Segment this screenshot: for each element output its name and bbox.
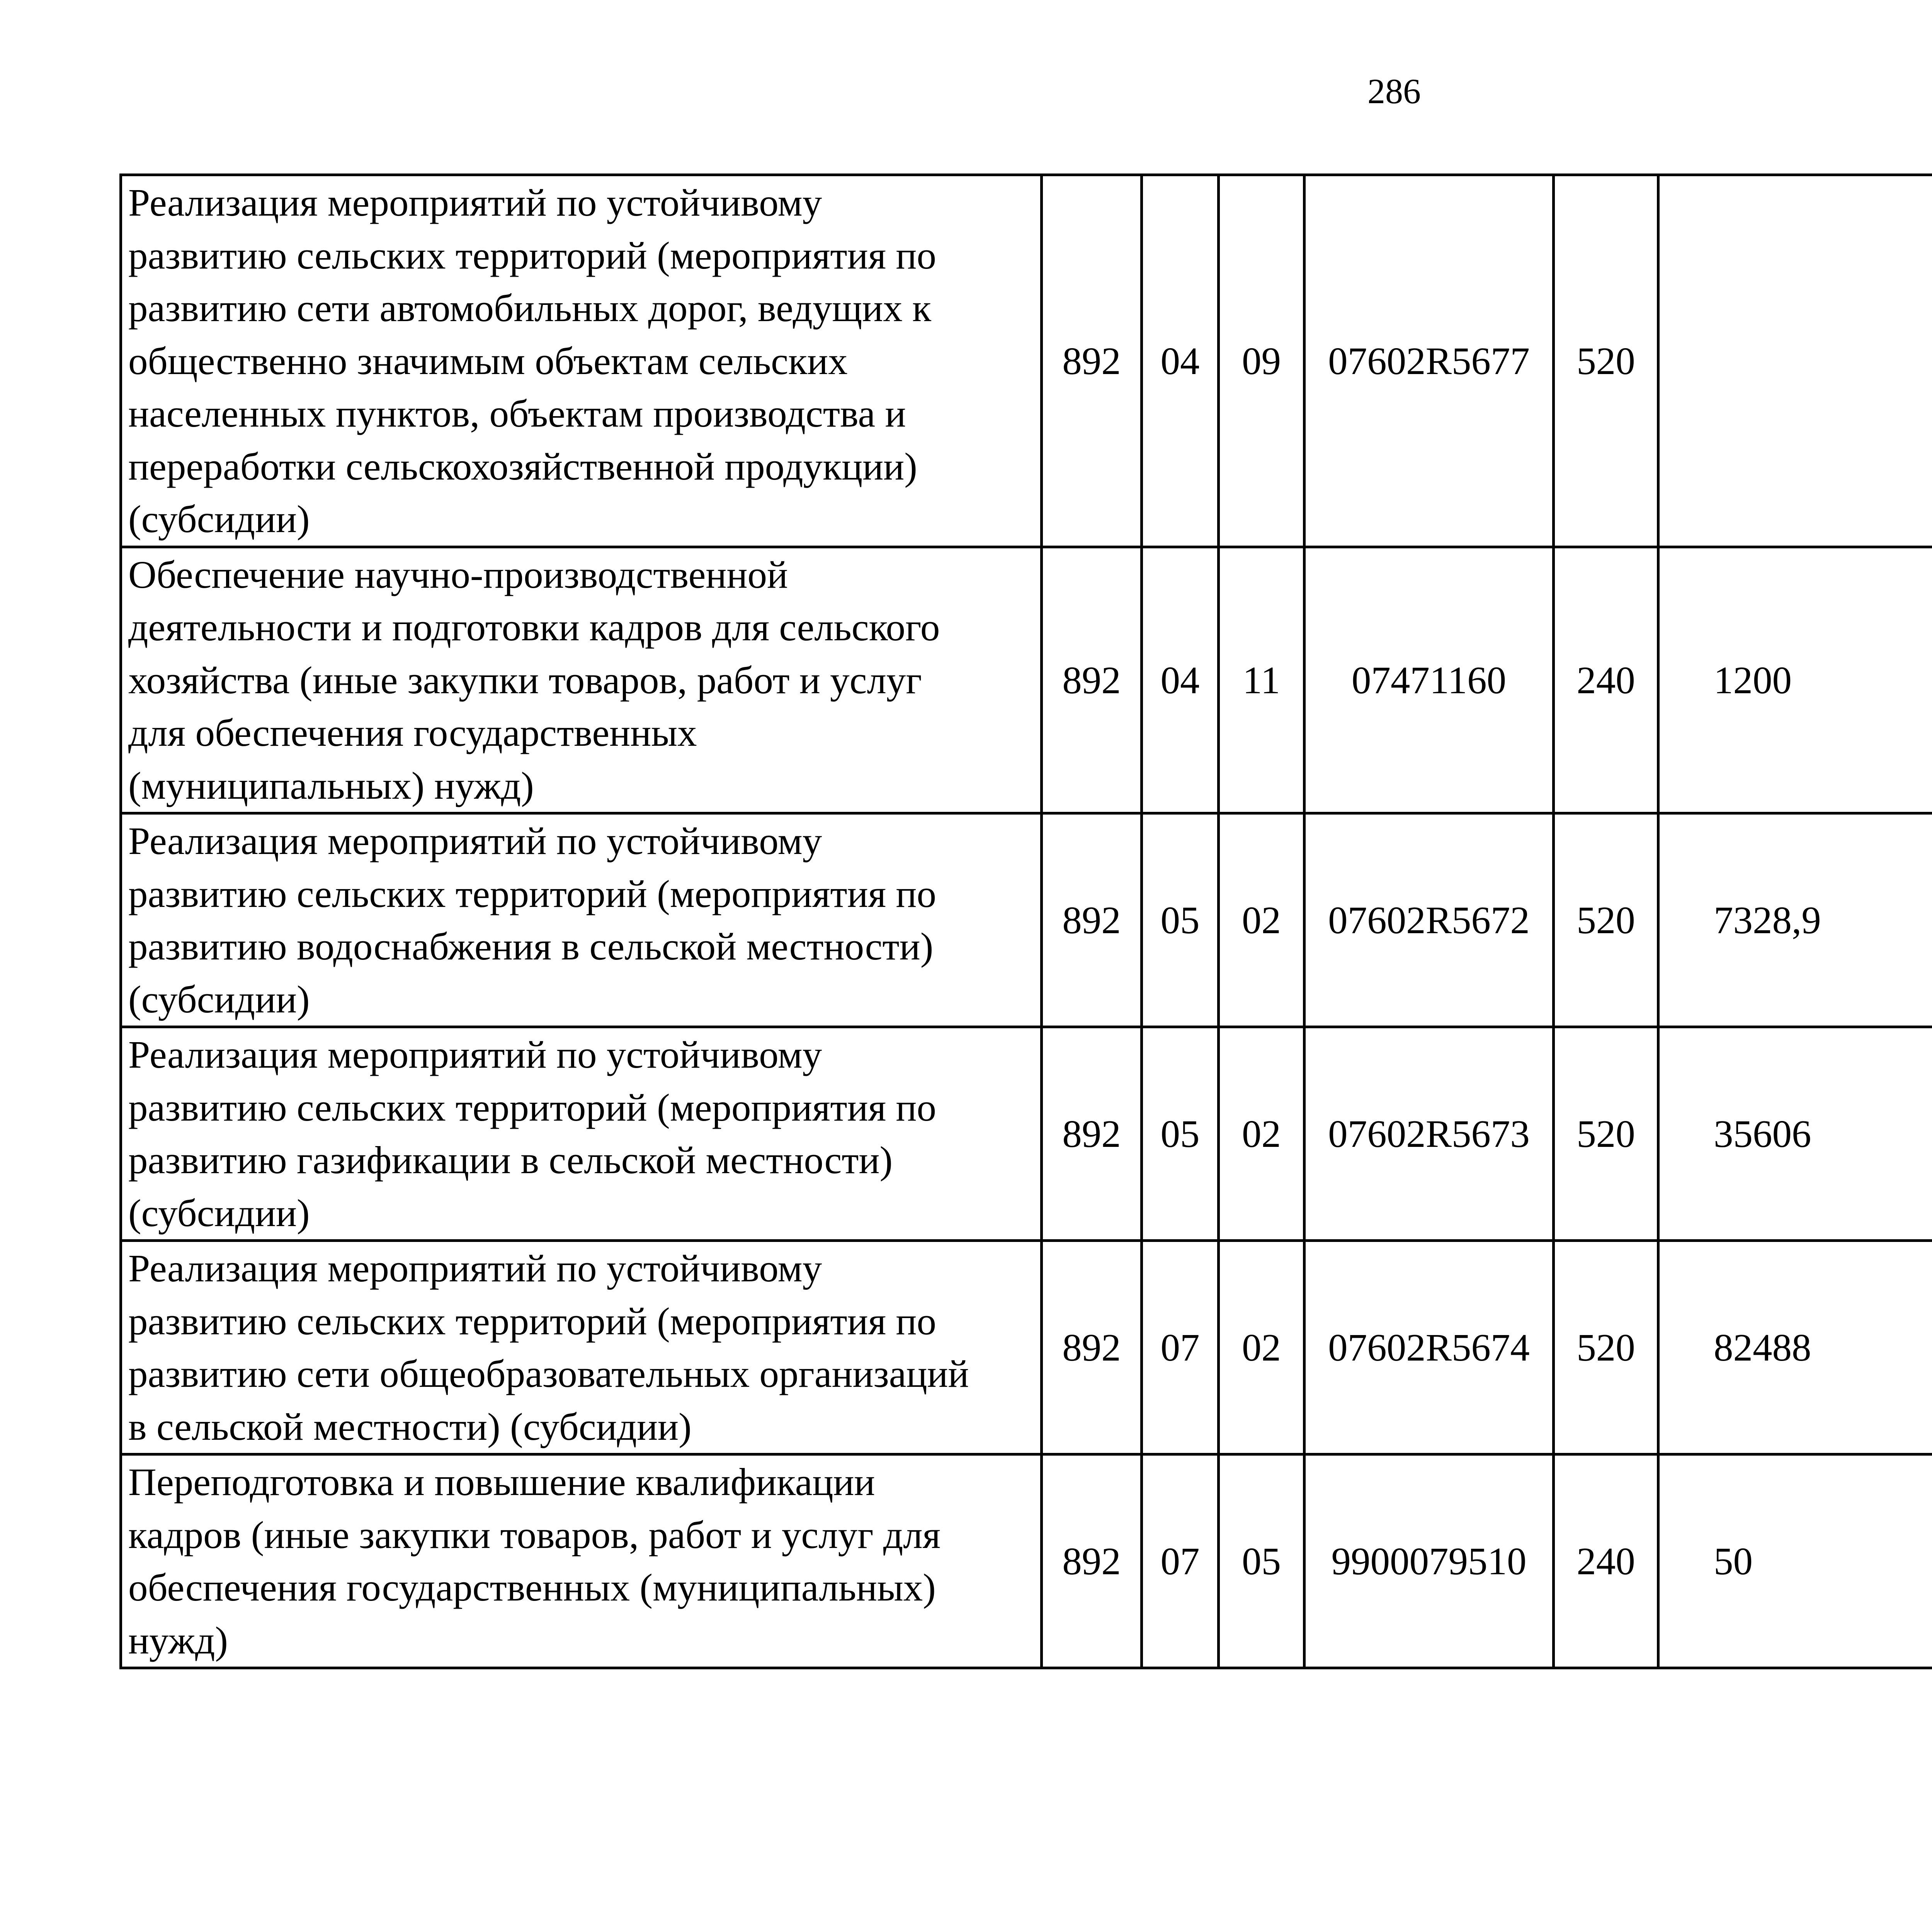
expense-description	[121, 547, 1042, 813]
description-line: Реализация мероприятий по устойчивому	[128, 181, 822, 224]
description-line: Переподготовка и повышение квалификации	[128, 1460, 875, 1504]
description-line: хозяйства (иные закупки товаров, работ и услуг	[128, 658, 922, 702]
amount-year-1	[1658, 175, 1932, 547]
table-row	[121, 547, 1932, 813]
subsection-code: 02	[1219, 1027, 1304, 1241]
description-line: Реализация мероприятий по устойчивому	[128, 819, 822, 862]
target-article-code: 07471160	[1304, 547, 1554, 813]
target-article-code: 9900079510	[1304, 1454, 1554, 1668]
section-code: 05	[1142, 813, 1219, 1027]
description-line: развитию газификации в сельской местности)	[128, 1138, 893, 1182]
description-line: развитию сельских территорий (мероприятия по	[128, 233, 936, 277]
description-line: кадров (иные закупки товаров, работ и услуг для	[128, 1513, 941, 1556]
target-article-code: 07602R5674	[1304, 1241, 1554, 1454]
expense-description	[121, 1027, 1042, 1241]
subsection-code: 05	[1219, 1454, 1304, 1668]
description-line: в сельской местности) (субсидии)	[128, 1405, 692, 1448]
description-line: обеспечения государственных (муниципальных)	[128, 1566, 936, 1609]
description-line: развитию сети общеобразовательных организаций	[128, 1352, 969, 1395]
target-article-code: 07602R5673	[1304, 1027, 1554, 1241]
expense-type-code: 240	[1554, 547, 1658, 813]
amount-year-1: 7328,9	[1658, 813, 1932, 1027]
description-line: переработки сельскохозяйственной продукции)	[128, 444, 917, 488]
description-line: для обеспечения государственных	[128, 711, 697, 754]
subsection-code: 02	[1219, 1241, 1304, 1454]
subsection-code: 02	[1219, 813, 1304, 1027]
description-line: развитию сельских территорий (мероприятия по	[128, 1299, 936, 1343]
description-line: Реализация мероприятий по устойчивому	[128, 1033, 822, 1076]
table-row	[121, 1241, 1932, 1454]
expense-description	[121, 175, 1042, 547]
section-code: 07	[1142, 1241, 1219, 1454]
description-line: развитию водоснабжения в сельской местности)	[128, 925, 934, 968]
ministry-code: 892	[1042, 175, 1142, 547]
page-number: 286	[1367, 71, 1421, 111]
expense-description	[121, 1241, 1042, 1454]
expense-description	[121, 1454, 1042, 1668]
ministry-code: 892	[1042, 813, 1142, 1027]
subsection-code: 11	[1219, 547, 1304, 813]
expense-type-code: 520	[1554, 1027, 1658, 1241]
section-code: 07	[1142, 1454, 1219, 1668]
table-row	[121, 1454, 1932, 1668]
ministry-code: 892	[1042, 1027, 1142, 1241]
target-article-code: 07602R5672	[1304, 813, 1554, 1027]
description-line: развитию сети автомобильных дорог, ведущих к	[128, 286, 932, 330]
section-code: 05	[1142, 1027, 1219, 1241]
section-code: 04	[1142, 547, 1219, 813]
description-line: (муниципальных) нужд)	[128, 764, 534, 807]
description-line: Реализация мероприятий по устойчивому	[128, 1247, 822, 1290]
amount-year-1: 35606	[1658, 1027, 1932, 1241]
ministry-code: 892	[1042, 1241, 1142, 1454]
table-row	[121, 175, 1932, 547]
expense-type-code: 520	[1554, 1241, 1658, 1454]
subsection-code: 09	[1219, 175, 1304, 547]
table-row	[121, 1027, 1932, 1241]
amount-year-1: 50	[1658, 1454, 1932, 1668]
budget-table	[119, 173, 1932, 1669]
amount-year-1: 1200	[1658, 547, 1932, 813]
expense-type-code: 240	[1554, 1454, 1658, 1668]
ministry-code: 892	[1042, 547, 1142, 813]
expense-type-code: 520	[1554, 175, 1658, 547]
description-line: деятельности и подготовки кадров для сельского	[128, 606, 940, 649]
description-line: (субсидии)	[128, 1191, 310, 1235]
description-line: развитию сельских территорий (мероприятия по	[128, 872, 936, 915]
section-code: 04	[1142, 175, 1219, 547]
table-row	[121, 813, 1932, 1027]
ministry-code: 892	[1042, 1454, 1142, 1668]
amount-year-1: 82488	[1658, 1241, 1932, 1454]
description-line: общественно значимым объектам сельских	[128, 339, 848, 383]
description-line: населенных пунктов, объектам производства и	[128, 392, 906, 435]
description-line: (субсидии)	[128, 497, 310, 541]
description-line: (субсидии)	[128, 977, 310, 1021]
description-line: нужд)	[128, 1618, 228, 1662]
expense-type-code: 520	[1554, 813, 1658, 1027]
description-line: Обеспечение научно-производственной	[128, 553, 788, 596]
expense-description	[121, 813, 1042, 1027]
description-line: развитию сельских территорий (мероприятия по	[128, 1085, 936, 1129]
target-article-code: 07602R5677	[1304, 175, 1554, 547]
